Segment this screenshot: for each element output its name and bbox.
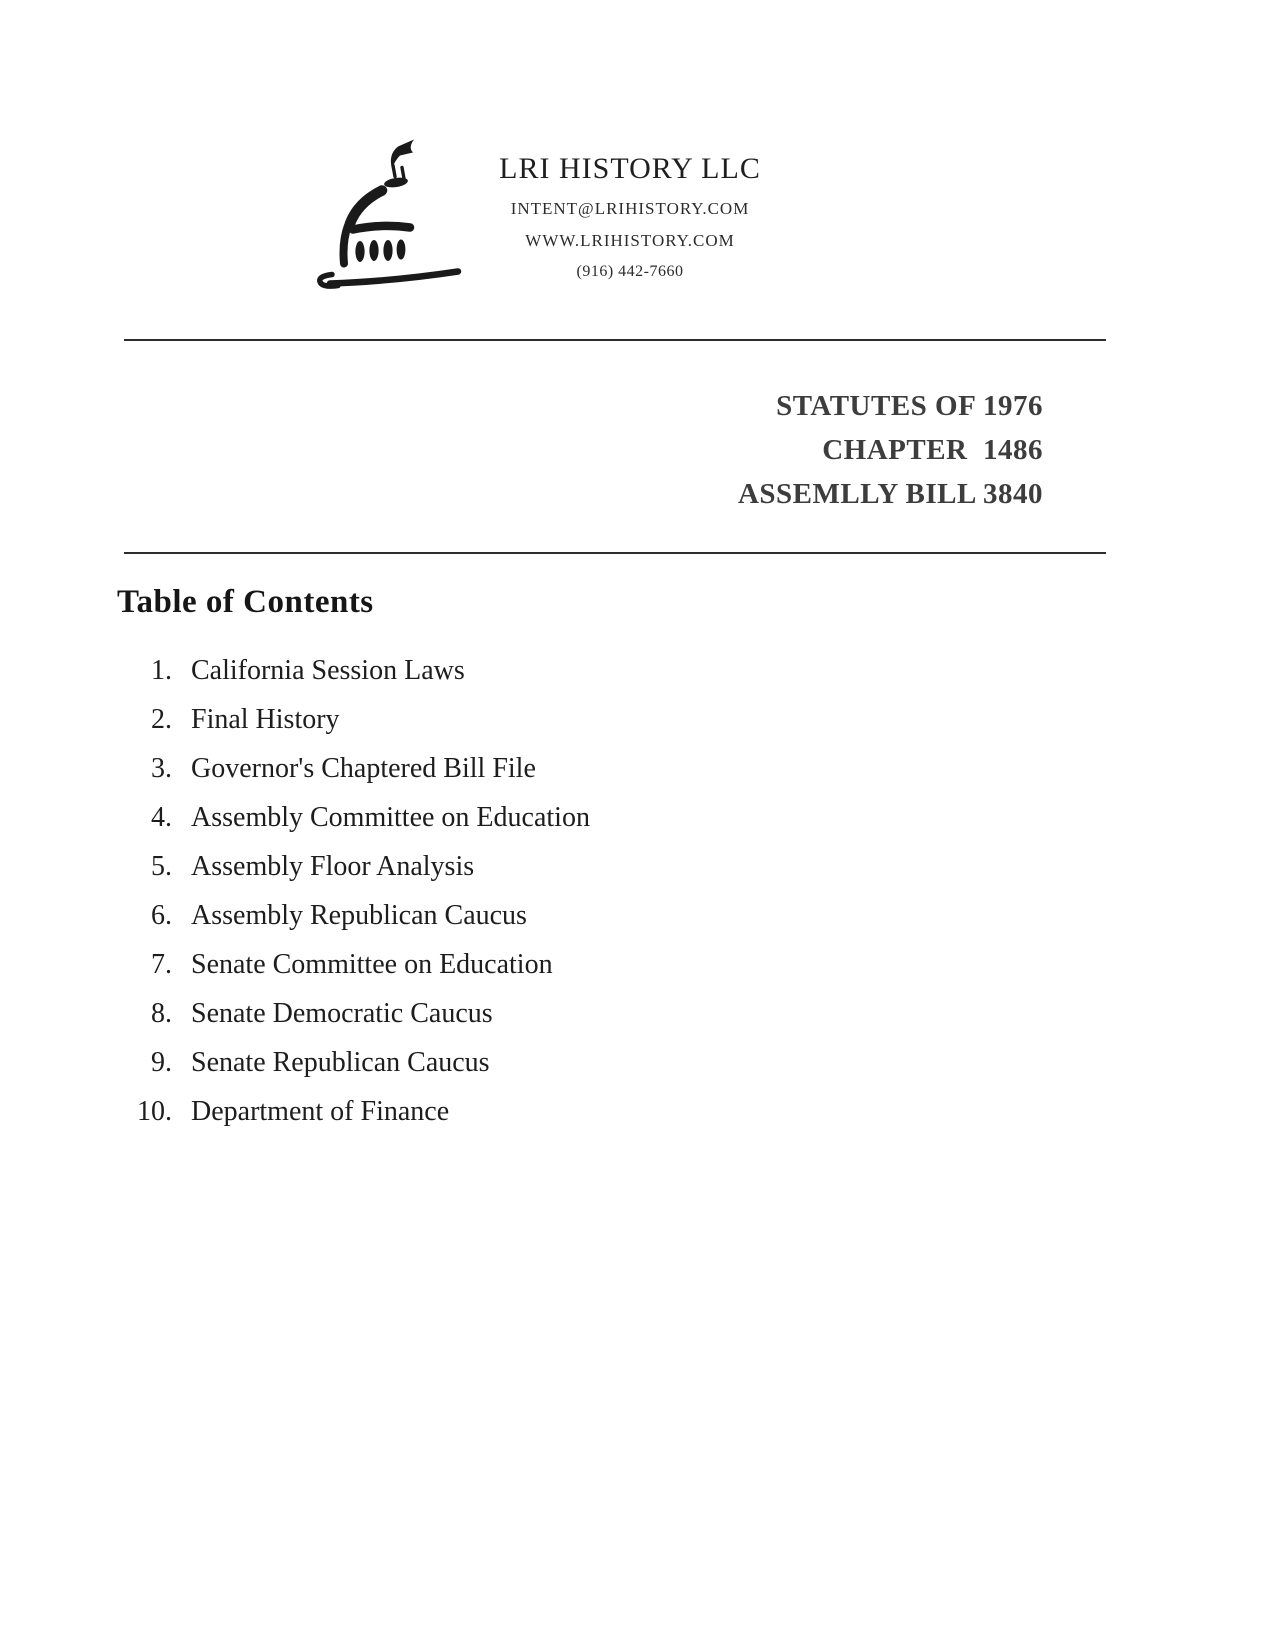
toc-item bbox=[120, 646, 590, 695]
toc-item-number: 4. bbox=[151, 801, 172, 833]
website-text: WWW.LRIHISTORY.COM bbox=[525, 231, 735, 250]
divider-bottom bbox=[124, 552, 1106, 554]
divider-top bbox=[124, 339, 1106, 341]
toc-item bbox=[120, 1038, 590, 1087]
toc-list bbox=[120, 646, 590, 1136]
statutes-title-block bbox=[738, 384, 1043, 516]
statutes-line: STATUTES OF 1976 bbox=[776, 390, 1043, 422]
toc-item-label: Final History bbox=[191, 703, 340, 735]
toc-item-number: 3. bbox=[151, 752, 172, 784]
toc-item bbox=[120, 891, 590, 940]
toc-item-label: California Session Laws bbox=[191, 654, 465, 686]
toc-item-number: 1. bbox=[151, 654, 172, 686]
phone-text: (916) 442-7660 bbox=[576, 263, 684, 280]
toc-item-number: 2. bbox=[151, 703, 172, 735]
toc-item-label: Senate Committee on Education bbox=[191, 948, 553, 980]
toc-item bbox=[120, 695, 590, 744]
toc-item bbox=[120, 793, 590, 842]
toc-item-label: Assembly Republican Caucus bbox=[191, 899, 527, 931]
email-text: INTENT@LRIHISTORY.COM bbox=[510, 199, 750, 218]
chapter-line: CHAPTER 1486 bbox=[822, 434, 1043, 466]
toc-item bbox=[120, 842, 590, 891]
toc-item-label: Assembly Committee on Education bbox=[191, 801, 590, 833]
letterhead bbox=[455, 152, 805, 281]
toc-item-label: Assembly Floor Analysis bbox=[191, 850, 475, 882]
toc-item bbox=[120, 744, 590, 793]
toc-item-number: 8. bbox=[151, 997, 172, 1029]
toc-item-label: Department of Finance bbox=[191, 1095, 450, 1127]
toc-item-number: 10. bbox=[137, 1095, 172, 1127]
toc-item-label: Senate Republican Caucus bbox=[191, 1046, 490, 1078]
toc-item-label: Senate Democratic Caucus bbox=[191, 997, 493, 1029]
toc-item-number: 5. bbox=[151, 850, 172, 882]
toc-heading: Table of Contents bbox=[117, 584, 374, 620]
company-name: LRI HISTORY LLC bbox=[499, 152, 761, 185]
assembly-bill-line: ASSEMLLY BILL 3840 bbox=[737, 478, 1043, 510]
toc-item-number: 7. bbox=[151, 948, 172, 980]
toc-item bbox=[120, 1087, 590, 1136]
toc-item-label: Governor's Chaptered Bill File bbox=[191, 752, 536, 784]
capitol-dome-logo-icon bbox=[296, 126, 466, 294]
toc-item bbox=[120, 940, 590, 989]
toc-item-number: 6. bbox=[151, 899, 172, 931]
toc-item bbox=[120, 989, 590, 1038]
toc-item-number: 9. bbox=[151, 1046, 172, 1078]
